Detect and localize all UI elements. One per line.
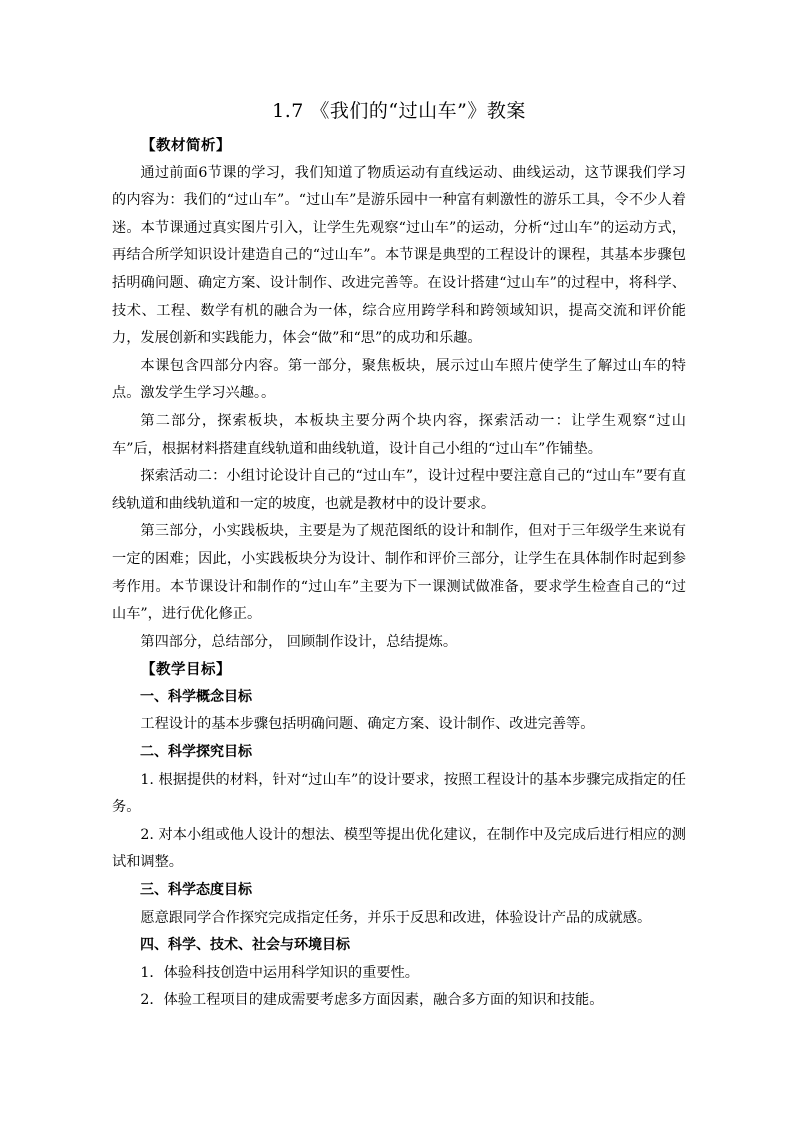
goal-sts-item-1: 1．体验科技创造中运用科学知识的重要性。 [140,964,419,981]
paragraph-part4: 第四部分，总结部分， 回顾制作设计，总结提炼。 [140,633,458,650]
goal-inquiry-item-1: 1. 根据提供的材料，针对“过山车”的设计要求，按照工程设计的基本步骤完成指定的任务。 [112,771,686,816]
goal-concept-text: 工程设计的基本步骤包括明确问题、确定方案、设计制作、改进完善等。 [140,716,595,733]
goal-sts-item-2: 2．体验工程项目的建成需要考虑多方面因素，融合多方面的知识和技能。 [140,992,604,1009]
section-heading-textbook-analysis: 【教材简析】 [141,137,231,154]
goal-sts-title: 四、科学、技术、社会与环境目标 [140,937,350,954]
paragraph-intro: 通过前面6节课的学习，我们知道了物质运动有直线运动、曲线运动，这节课我们学习的内容为：我们的“过山车”。“过山车”是游乐园中一种富有刺激性的游乐工具，令不少人着迷。本节课通过真实图片引入，让学生先观察“过山车”的运动，分析“过山车”的运动方式，再结合所学知识设计建造自己的“过山车”。本节课是典型的工程设计的课程，其基本步骤包括明确问题、确定方案、设计制作、改进完善等。在设计搭建“过山车”的过程中，将科学、技术、工程、数学有机的融合为一体，综合应用跨学科和跨领域知识，提高交流和评价能力，发展创新和实践能力，体会“做”和“思”的成功和乐趣。 [112,164,686,347]
goal-attitude-title: 三、科学态度目标 [140,882,252,899]
goal-attitude-text: 愿意跟同学合作探究完成指定任务，并乐于反思和改进，体验设计产品的成就感。 [140,909,652,926]
section-heading-teaching-goals: 【教学目标】 [141,661,231,679]
paragraph-part3: 第三部分，小实践板块，主要是为了规范图纸的设计和制作，但对于三年级学生来说有一定的困难；因此，小实践板块分为设计、制作和评价三部分，让学生在具体制作时起到参考作用。本节课设计和制作的“过山车”主要为下一课测试做准备，要求学生检查自己的“过山车”，进行优化修正。 [112,523,686,623]
paragraph-part2: 第二部分，探索板块，本板块主要分两个块内容，探索活动一：让学生观察“过山车”后，根据材料搭建直线轨道和曲线轨道，设计自己小组的“过山车”作铺垫。 [112,412,686,457]
document-title: 1.7 《我们的“过山车”》教案 [272,100,526,122]
paragraph-activity2: 探索活动二：小组讨论设计自己的“过山车”，设计过程中要注意自己的“过山车”要有直线轨道和曲线轨道和一定的坡度，也就是教材中的设计要求。 [112,468,686,512]
document-page [112,96,686,1015]
goal-concept-title: 一、科学概念目标 [140,688,252,705]
goal-inquiry-item-2: 2. 对本小组或他人设计的想法、模型等提出优化建议，在制作中及完成后进行相应的测试和调整。 [112,826,686,871]
goal-inquiry-title: 二、科学探究目标 [140,744,252,761]
paragraph-part1: 本课包含四部分内容。第一部分，聚焦板块，展示过山车照片使学生了解过山车的特点。激发学生学习兴趣。。 [112,357,686,402]
